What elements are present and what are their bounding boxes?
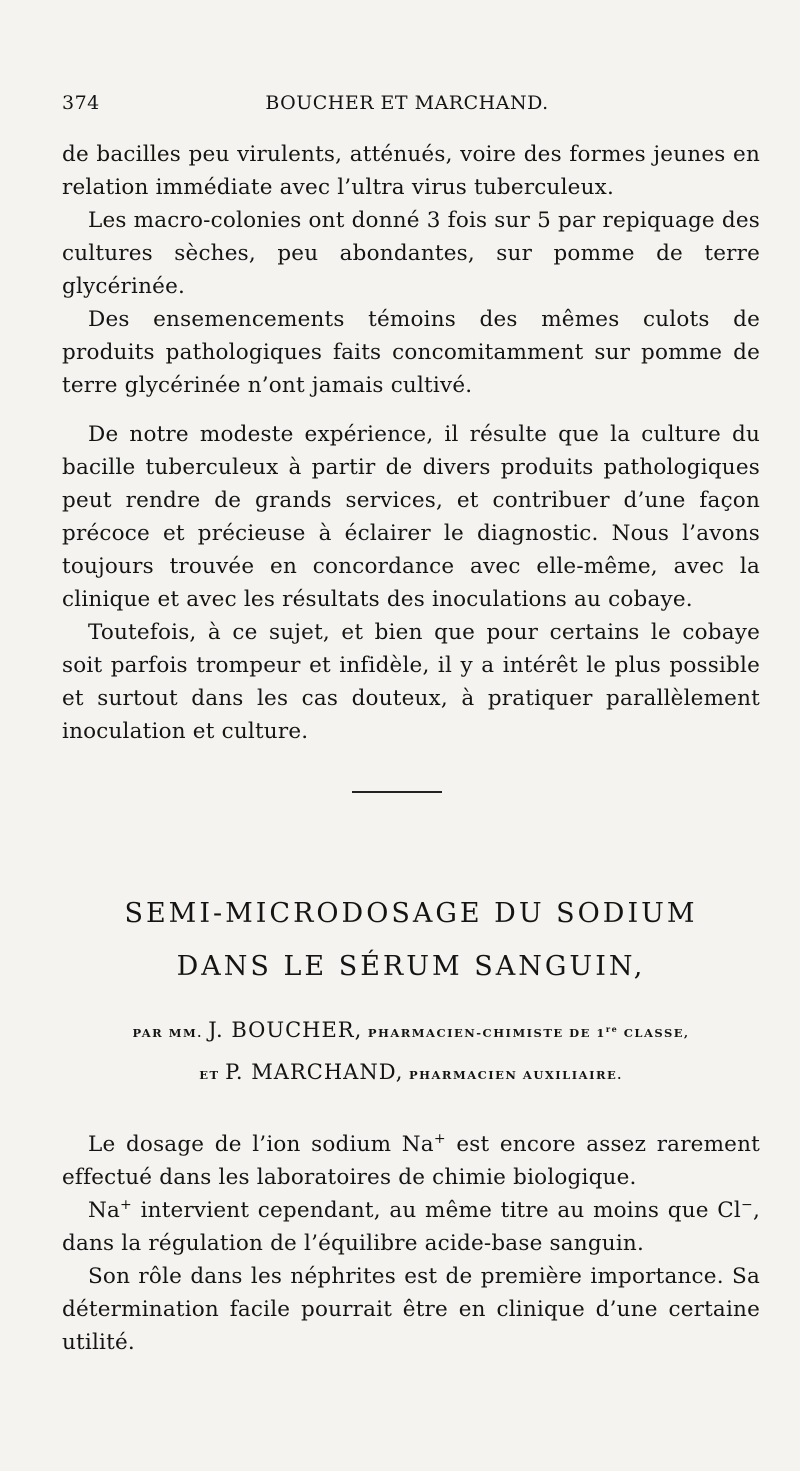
author-name: P. MARCHAND,	[225, 1060, 404, 1084]
paragraph: Les macro-colonies ont donné 3 fois sur 5 par repiquage des cultures sèches, peu abondantes, sur pomme de terre glycérinée.	[62, 208, 761, 299]
paragraph: Na+ intervient cependant, au même titre au moins que Cl−, dans la régulation de l’équilibre acide-base sanguin.	[62, 1196, 760, 1256]
page-header	[62, 92, 752, 122]
conclusion-text	[62, 418, 760, 748]
paragraph: de bacilles peu virulents, atténués, voire des formes jeunes en relation immédiate avec l’ultra virus tuberculeux.	[62, 142, 760, 200]
author-line-1	[62, 1018, 760, 1042]
article-body	[62, 1128, 760, 1359]
author-prefix: ET	[199, 1068, 220, 1082]
article-title-line2: DANS LE SÉRUM SANGUIN,	[176, 951, 646, 982]
running-head: BOUCHER ET MARCHAND.	[265, 92, 549, 114]
paragraph: Des ensemencements témoins des mêmes culots de produits pathologiques faits concomitamment sur pomme de terre glycérinée n’ont jamais cultivé.	[62, 307, 760, 398]
ordinal-superscript: re	[605, 1024, 619, 1035]
author-name: J. BOUCHER,	[208, 1018, 363, 1042]
author-line-2	[62, 1060, 760, 1084]
page-number: 374	[62, 92, 100, 114]
paragraph: Toutefois, à ce sujet, et bien que pour certains le cobaye soit parfois trompeur et infidèle, il y a intérêt le plus possible et surtout dans les cas douteux, à pratiquer parallèlement inoculation et culture.	[62, 620, 760, 744]
article-title-line1: SEMI-MICRODOSAGE DU SODIUM	[124, 898, 698, 929]
section-divider	[352, 791, 442, 793]
previous-article-text	[62, 138, 760, 402]
author-role-end: CLASSE,	[623, 1026, 690, 1040]
author-role: PHARMACIEN-CHIMISTE DE 1	[367, 1026, 606, 1040]
paragraph: Son rôle dans les néphrites est de première importance. Sa détermination facile pourrait être en clinique d’une certaine utilité.	[62, 1264, 760, 1355]
author-role: PHARMACIEN AUXILIAIRE.	[408, 1068, 623, 1082]
paragraph: De notre modeste expérience, il résulte que la culture du bacille tuberculeux à partir de divers produits pathologiques peut rendre de grands services, et contribuer d’une façon précoce et précieuse à éclairer le diagnostic. Nous l’avons toujours trouvée en concordance avec elle-même, avec la clinique et avec les résultats des inoculations au cobaye.	[62, 422, 760, 612]
paragraph: Le dosage de l’ion sodium Na+ est encore assez rarement effectué dans les laboratoires de chimie biologique.	[62, 1130, 760, 1190]
author-prefix: PAR MM.	[132, 1026, 203, 1040]
